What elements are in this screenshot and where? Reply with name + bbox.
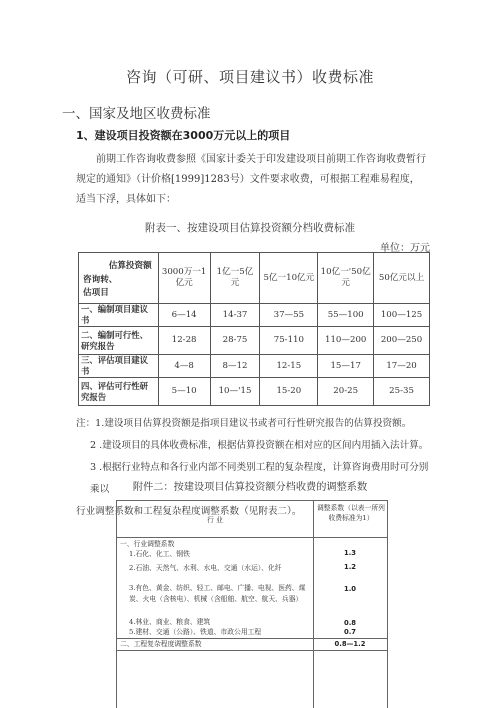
industry-item: 3.有色、黄金、纺织、轻工、邮电、广播、电视、医药、煤炭、火电（含核电）、机械（含船舶、航空、航天、兵器） (129, 584, 306, 603)
coefficient-value: 1.0 (343, 585, 357, 593)
section-heading: 一、国家及地区收费标准 (62, 106, 211, 122)
column-header-industry: 行 业 (207, 516, 223, 524)
coefficient-value: 0.7 (343, 628, 357, 636)
table-row (79, 378, 430, 406)
note-line: 3 .根据行业特点和各行业内部不同类别工程的复杂程度，计算咨询费用时可分别乘以 (90, 462, 429, 495)
table-cell: 100—125 (374, 304, 430, 327)
table-cell: 12-15 (260, 355, 318, 378)
table-row (79, 327, 430, 355)
group-label: 二、工程复杂程度调整系数 (120, 640, 202, 648)
row-divider (117, 650, 387, 651)
table-cell: 15—17 (318, 355, 374, 378)
header-top-label: 估算投资额 (108, 261, 152, 271)
intro-paragraph (76, 150, 428, 210)
table-cell: 12-28 (158, 327, 210, 355)
table-cell: 28-75 (210, 327, 260, 355)
subsection-heading: 1、建设项目投资额在3000万元以上的项目 (76, 129, 291, 142)
table-cell: 6—14 (158, 304, 210, 327)
note-line: 行业调整系数和工程复杂程度调整系数（见附表二）。 (76, 506, 302, 517)
table-cell: 17—20 (374, 355, 430, 378)
header-bottom-label: 估项目 (83, 288, 109, 298)
table-header-row (79, 253, 430, 304)
table1-unit: 单位：万元 (380, 243, 430, 254)
table-cell: 15-20 (260, 378, 318, 406)
row-label: 三、评估项目建议书 (79, 355, 159, 378)
column-divider (313, 501, 314, 708)
industry-item: 1.石化、化工、钢铁 (129, 550, 190, 558)
column-header: 10亿一'50亿元 (318, 253, 374, 304)
table-cell: 4—8 (158, 355, 210, 378)
table-cell: 10—'15 (210, 378, 260, 406)
note-line: 2 .建设项目的具体收费标准，根据估算投资额在相对应的区间内用插入法计算。 (90, 440, 429, 451)
table-cell: 37—55 (260, 304, 318, 327)
table2-caption: 附件二：按建设项目估算投资额分档收费的调整系数 (132, 482, 368, 493)
table-cell: 110—200 (318, 327, 374, 355)
intro-text: 前期工作咨询收费参照《国家计委关于印发建设项目前期工作咨询收费暂行规定的通知》（计价格[1999]1283号）文件要求收费，可根据工程难易程度，适当下浮，具体如下： (76, 154, 426, 205)
table-cell: 5—10 (158, 378, 210, 406)
row-divider (117, 537, 387, 538)
coefficient-value: 1.2 (343, 563, 357, 571)
table-cell: 25-35 (374, 378, 430, 406)
industry-item: 4.林业、商业、粮食、建筑 (129, 618, 211, 626)
coefficient-value: 0.8—1.2 (334, 640, 366, 648)
column-header: 1亿一5亿元 (210, 253, 260, 304)
group-label: 一、行业调整系数 (120, 540, 175, 548)
fee-table (78, 252, 430, 406)
industry-item: 2.石油、天然气、水利、水电、交通（水运）、化纤 (129, 564, 282, 572)
table-cell: 14-37 (210, 304, 260, 327)
table-row (79, 304, 430, 327)
coefficient-value: 0.8 (343, 619, 357, 627)
table-cell: 75-110 (260, 327, 318, 355)
table-cell: 8—12 (210, 355, 260, 378)
coefficient-value: 1.3 (343, 549, 357, 557)
table-cell: 200—250 (374, 327, 430, 355)
row-label: 二、编制可行性、研究报告 (79, 327, 159, 355)
row-label: 四、评估可行性研究报告 (79, 378, 159, 406)
column-header: 50亿元以上 (374, 253, 430, 304)
column-header-coefficient: 调整系数（以表一所列收费标准为1） (317, 504, 385, 522)
row-label: 一、编制项目建议书 (79, 304, 159, 327)
header-mid-label: 咨询转、 (83, 275, 118, 285)
note-line: 注：1.建设项目估算投资额是指项目建议书或者可行性研究报告的估算投资额。 (76, 418, 412, 429)
table-cell: 20-25 (318, 378, 374, 406)
header-diagonal-cell (79, 253, 159, 304)
adjustment-table (116, 500, 388, 708)
table1-caption: 附表一、按建设项目估算投资额分档收费标准 (145, 222, 355, 234)
column-header: 3000万一1亿元 (158, 253, 210, 304)
page-title: 咨询（可研、项目建议书）收费标准 (125, 68, 374, 86)
table-row (79, 355, 430, 378)
industry-item: 5.建材、交通（公路）、铁道、市政公用工程 (129, 628, 262, 636)
column-header: 5亿一10亿元 (260, 253, 318, 304)
table-cell: 55—100 (318, 304, 374, 327)
